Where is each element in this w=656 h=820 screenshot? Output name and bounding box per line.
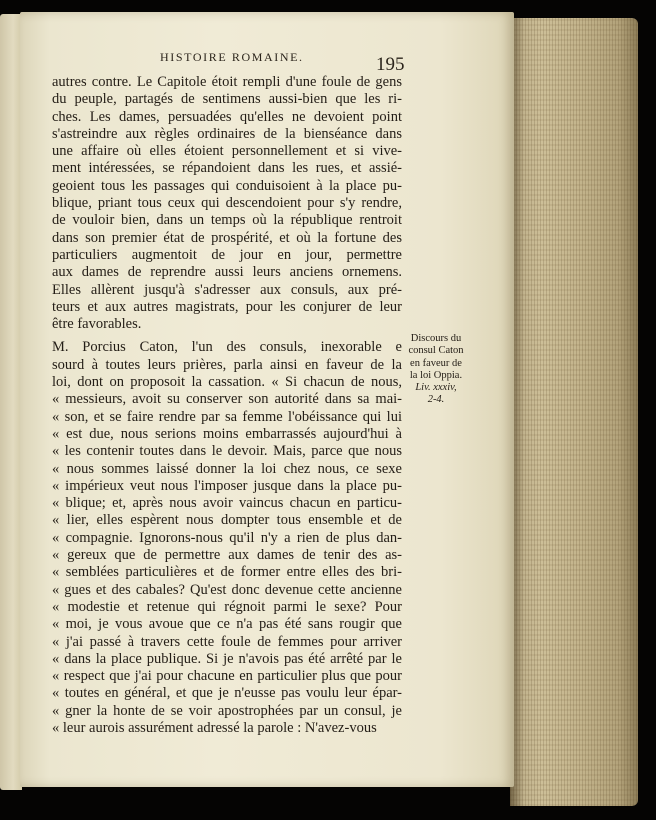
text-line: « son, et se faire rendre par sa femme l'obéissance qui lui	[52, 408, 402, 425]
text-line: loi, dont on proposoit la cassation. « Si chacun de nous,	[52, 374, 402, 391]
paragraph-1	[52, 74, 402, 333]
text-line: « est due, nous serions moins embarrassés aujourd'hui à	[52, 425, 402, 442]
text-line: autres contre. Le Capitole étoit rempli d'une foule de gens	[52, 74, 402, 90]
text-line: « les contenir toutes dans le devoir. Mais, parce que nous	[52, 443, 402, 460]
text-line: « gner la honte de se voir apostrophées par un consul, je	[52, 702, 402, 719]
text-line: ment intéressées, se répandoient dans les rues, et assié-	[52, 160, 402, 177]
text-line: « gues et des cabales? Qu'est donc devenue cette ancienne	[52, 581, 402, 598]
text-line: Elles allèrent jusqu'à s'adresser aux consuls, aux pré-	[52, 281, 402, 298]
text-line: particuliers augmentoit de jour en jour, permettre	[52, 246, 402, 263]
text-line: « modestie et retenue qui régnoit parmi le sexe? Pour	[52, 598, 402, 615]
margin-note-line: 2-4.	[427, 394, 445, 406]
margin-note-line: Discours du	[410, 333, 462, 344]
page-number: 195	[376, 54, 405, 75]
margin-note	[404, 333, 468, 407]
text-line: blique, priant tous ceux qui descendoient pour s'y rendre,	[52, 195, 402, 212]
margin-note-line: consul Caton	[408, 345, 464, 357]
margin-note-line: Liv. xxxiv,	[415, 382, 457, 394]
margin-note-reference	[404, 382, 468, 407]
text-line: aux dames de reprendre aussi leurs anciens ornemens.	[52, 264, 402, 281]
text-line: geoient tous les passages qui conduisoient à la place pu-	[52, 177, 402, 194]
text-line: du peuple, partagés de sentimens aussi-bien que les ri-	[52, 91, 402, 108]
margin-note-line: en faveur de	[410, 357, 462, 369]
text-line: « toutes en général, et que je n'eusse pas voulu leur épar-	[52, 685, 402, 702]
body-text	[52, 74, 402, 737]
text-line: ches. Les dames, persuadées qu'elles ne devoient point	[52, 108, 402, 125]
text-line: « messieurs, avoit su conserver son autorité dans sa mai-	[52, 391, 402, 408]
text-line: « leur aurois assurément adressé la parole : N'avez-vous	[52, 719, 377, 736]
running-head: HISTOIRE ROMAINE.	[160, 50, 304, 64]
text-line: « dans la place publique. Si je n'avois pas été arrêté par le	[52, 650, 402, 667]
text-line: être favorables.	[52, 316, 142, 333]
text-line: « semblées particulières et de former entre elles des bri-	[52, 564, 402, 581]
previous-page-edge	[0, 14, 22, 790]
text-line: dans son premier état de prospérité, et où la fortune des	[52, 229, 402, 246]
text-line: s'astreindre aux règles ordinaires de la bienséance dans	[52, 125, 402, 142]
text-line: M. Porcius Caton, l'un des consuls, inexorable e	[52, 339, 402, 356]
text-line: « nous sommes laissé donner la loi chez nous, ce sexe	[52, 460, 402, 477]
text-line: « j'ai passé à travers cette foule de femmes pour arriver	[52, 633, 402, 650]
text-line: teurs et aux autres magistrats, pour les conjurer de leur	[52, 298, 402, 315]
page-edges-block	[510, 18, 638, 806]
text-line: « moi, je vous avoue que ce n'a pas été sans rougir que	[52, 616, 402, 633]
paragraph-2	[52, 339, 402, 737]
text-line: « impérieux veut nous l'imposer jusque dans la place pu-	[52, 477, 402, 494]
text-line: une affaire où elles étoient personnellement et si vive-	[52, 143, 402, 160]
margin-note-title	[404, 333, 468, 382]
text-line: « gereux que de permettre aux dames de tenir des as-	[52, 547, 402, 564]
text-line: « compagnie. Ignorons-nous qu'il n'y a rien de plus dan-	[52, 529, 402, 546]
text-line: sourd à toutes leurs prières, parla ainsi en faveur de la	[52, 356, 402, 373]
margin-note-line: la loi Oppia.	[409, 369, 463, 381]
text-line: « blique; et, après nous avoir vaincus chacun en particu-	[52, 495, 402, 512]
text-line: « lier, elles espèrent nous dompter tous ensemble et de	[52, 512, 402, 529]
text-line: de vouloir bien, dans un temps où la république rentroit	[52, 212, 402, 229]
text-line: « respect que j'ai pour chacune en particulier plus que pour	[52, 668, 402, 685]
